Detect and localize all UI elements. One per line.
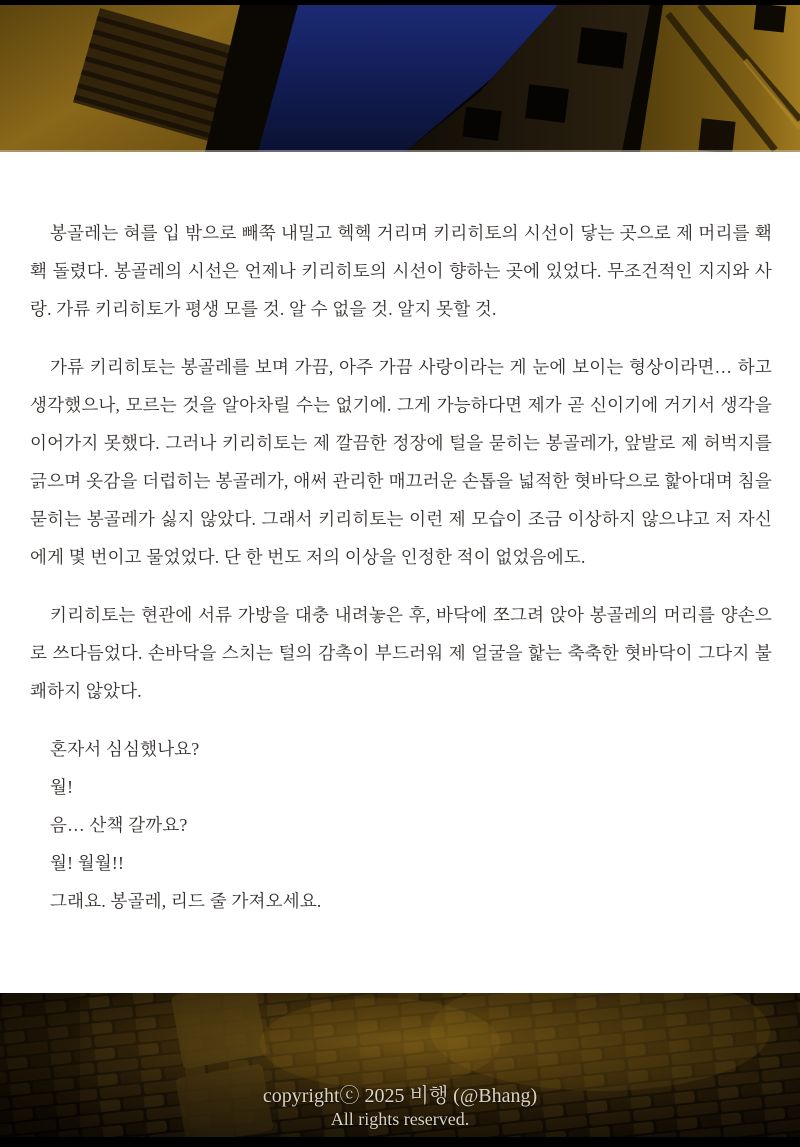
story-text: [30, 214, 772, 920]
dialogue-line: 그래요. 봉골레, 리드 줄 가져오세요.: [50, 891, 322, 911]
dialogue-line: 월! 월월!!: [50, 853, 124, 873]
night-alley-photo: [0, 0, 800, 152]
copyright-line-1: copyrightⓒ 2025 비행 (@Bhang): [262, 1085, 538, 1107]
dialogue-line: 혼자서 심심했나요?: [50, 739, 200, 759]
story-paragraph: 가류 키리히토는 봉골레를 보며 가끔, 아주 가끔 사랑이라는 게 눈에 보이는 형상이라면… 하고 생각했으나, 모르는 것을 알아차릴 수는 없기에. 그게 가능하다면 제가 곧 신이기에 거기서 생각을 이어가지 못했다. 그러나 키리히토는 제 깔끔한 정장에 털을 묻히는 봉골레가, 앞발로 제 허벅지를 긁으며 옷감을 더럽히는 봉골레가, 애써 관리한 매끄러운 손톱을 넓적한 혓바닥으로 핥아대며 침을 묻히는 봉골레가 싫지 않았다. 그래서 키리히토는 이런 제 모습이 조금 이상하지 않으냐고 저 자신에게 몇 번이고 물었었다. 단 한 번도 저의 이상을 인정한 적이 없었음에도.: [30, 357, 772, 567]
dialogue-line: 월!: [50, 777, 74, 797]
dialogue-block: [30, 730, 772, 920]
story-paragraph: 봉골레는 혀를 입 밖으로 빼쭉 내밀고 헥헥 거리며 키리히토의 시선이 닿는 곳으로 제 머리를 홱홱 돌렸다. 봉골레의 시선은 언제나 키리히토의 시선이 향하는 곳에 있었다. 무조건적인 지지와 사랑. 가류 키리히토가 평생 모를 것. 알 수 없을 것. 알지 못할 것.: [30, 223, 772, 319]
story-paragraph: 키리히토는 현관에 서류 가방을 대충 내려놓은 후, 바닥에 쪼그려 앉아 봉골레의 머리를 양손으로 쓰다듬었다. 손바닥을 스치는 털의 감촉이 부드러워 제 얼굴을 핥는 축축한 혓바닥이 그다지 불쾌하지 않았다.: [30, 605, 772, 701]
cobblestone-street-photo: [0, 993, 800, 1147]
dialogue-line: 음… 산책 갈까요?: [50, 815, 188, 835]
night-alley-illustration: [0, 0, 800, 152]
copyright-line-2: All rights reserved.: [330, 1109, 470, 1129]
copyright-notice: [0, 1085, 800, 1130]
